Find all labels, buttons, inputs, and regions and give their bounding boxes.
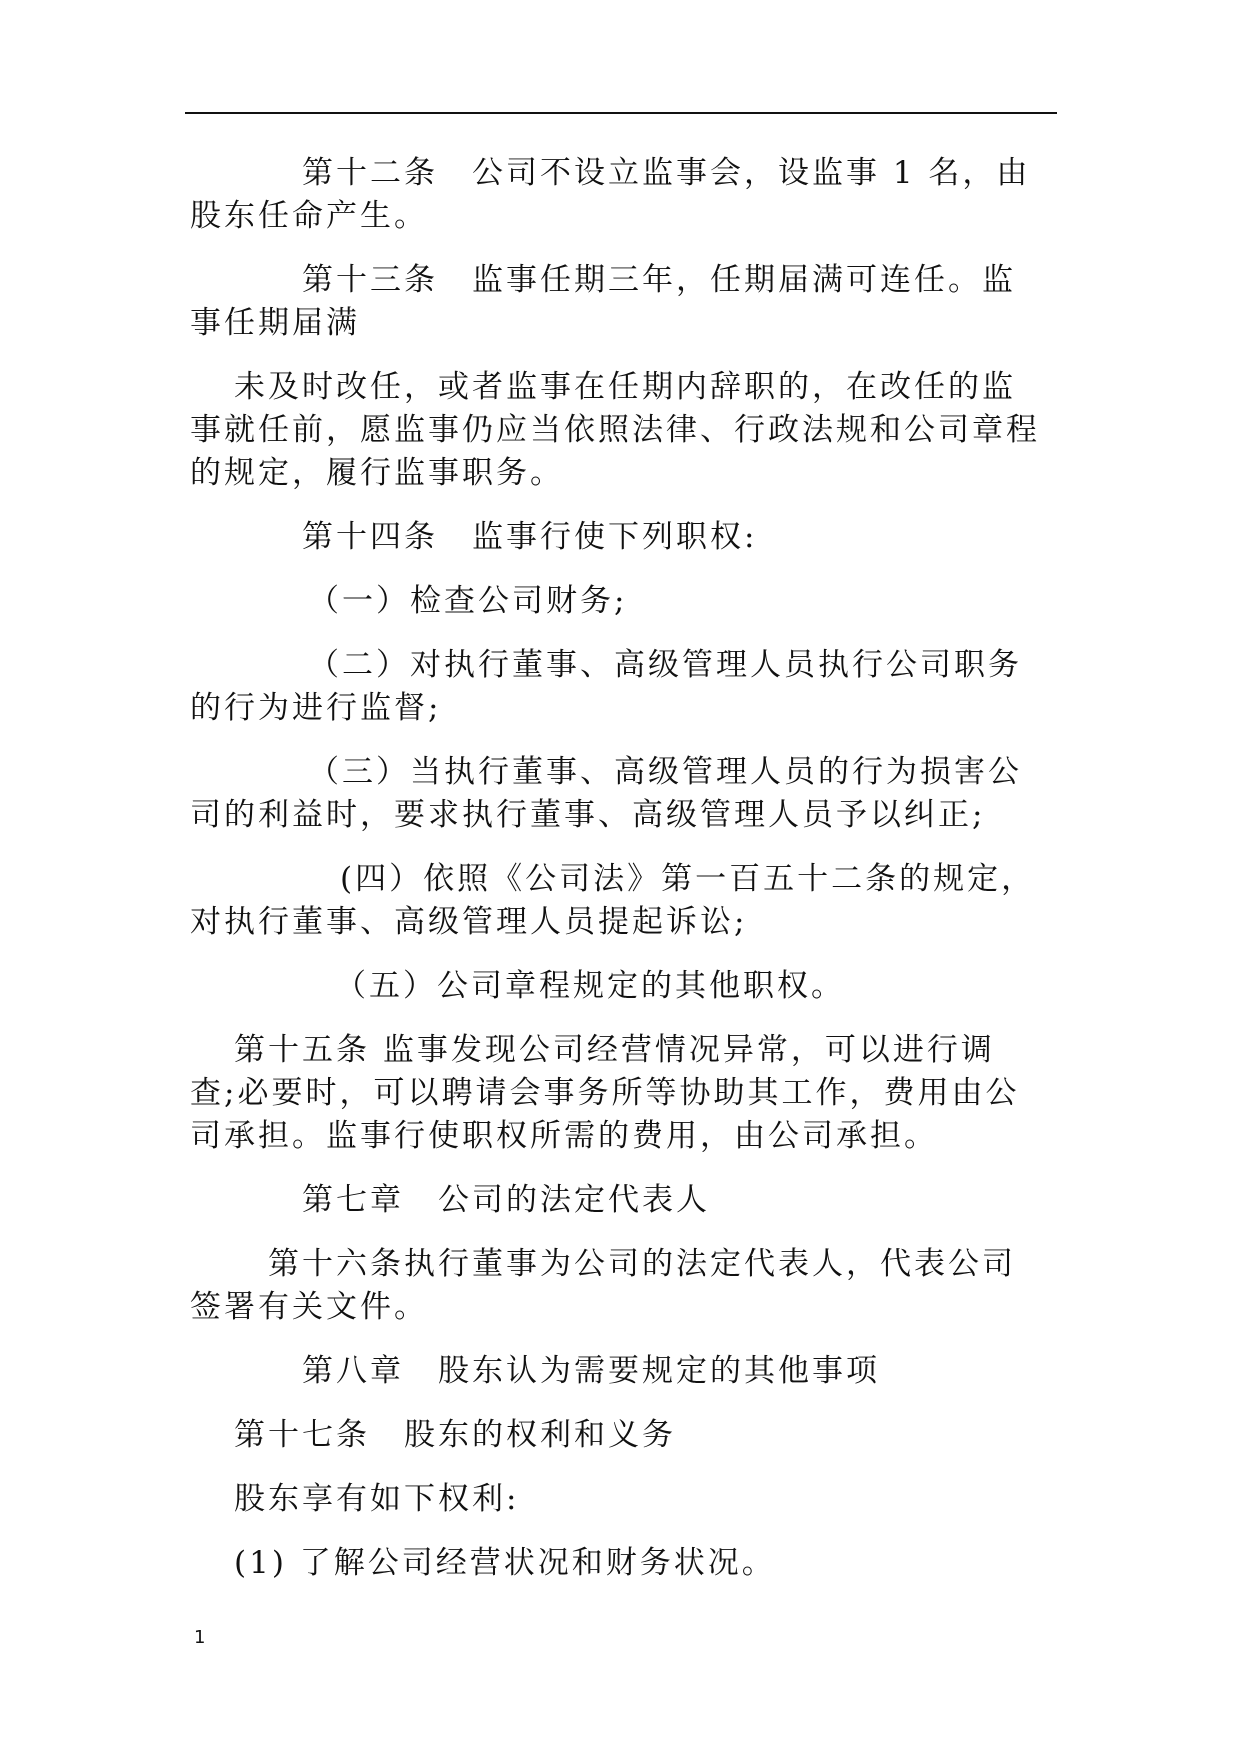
article-14-item-4: (四）依照《公司法》第一百五十二条的规定，对执行董事、高级管理人员提起诉讼; <box>190 861 1036 940</box>
article-14-item-1: （一）检查公司财务; <box>308 583 628 619</box>
article-14-item-3: （三）当执行董事、高级管理人员的行为损害公司的利益时，要求执行董事、高级管理人员予以纠正; <box>190 754 1022 833</box>
document-body <box>190 152 1042 1606</box>
article-14: 第十四条 监事行使下列职权: <box>302 519 758 555</box>
article-15: 第十五条 监事发现公司经营情况异常，可以进行调查;必要时，可以聘请会事务所等协助其工作，费用由公司承担。监事行使职权所需的费用，由公司承担。 <box>190 1032 1020 1154</box>
article-17: 第十七条 股东的权利和义务 <box>234 1417 676 1453</box>
article-16: 第十六条执行董事为公司的法定代表人，代表公司签署有关文件。 <box>190 1246 1016 1325</box>
article-14-item-5: （五）公司章程规定的其他职权。 <box>335 968 845 1004</box>
page-number: 1 <box>194 1627 206 1648</box>
chapter-8-heading: 第八章 股东认为需要规定的其他事项 <box>302 1353 880 1389</box>
shareholder-right-1: (1) 了解公司经营状况和财务状况。 <box>234 1545 776 1581</box>
header-rule <box>185 112 1057 114</box>
article-12: 第十二条 公司不设立监事会，设监事 1 名，由股东任命产生。 <box>190 155 1031 234</box>
article-13: 第十三条 监事任期三年，任期届满可连任。监事任期届满 <box>190 262 1016 341</box>
chapter-7-heading: 第七章 公司的法定代表人 <box>302 1182 710 1218</box>
shareholder-rights-intro: 股东享有如下权利: <box>234 1481 520 1517</box>
article-13-continued: 未及时改任，或者监事在任期内辞职的，在改任的监事就任前，愿监事仍应当依照法律、行政法规和公司章程的规定，履行监事职务。 <box>190 369 1040 491</box>
article-14-item-2: （二）对执行董事、高级管理人员执行公司职务的行为进行监督; <box>190 647 1022 726</box>
